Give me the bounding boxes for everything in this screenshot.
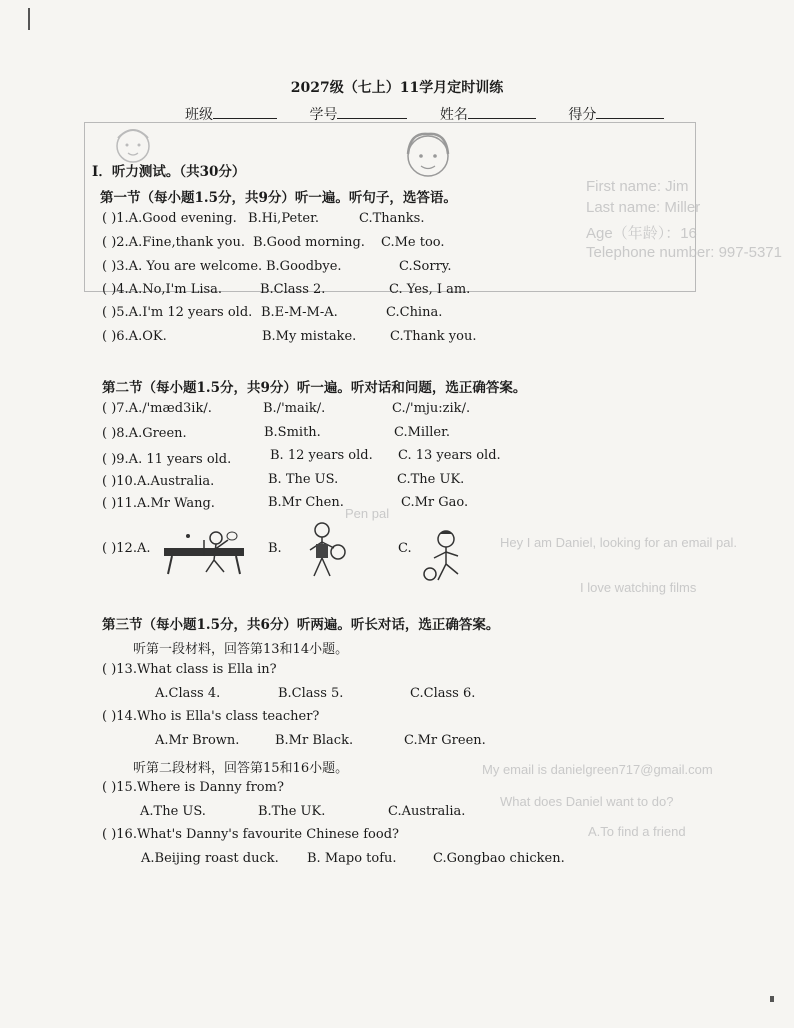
option-b: B./'maik/. [263,401,326,416]
class-field[interactable] [213,106,277,119]
question-stem: ( )12.A. [102,541,151,556]
student-info-row [185,104,664,124]
option-b: B.Mr Black. [275,733,354,748]
option-c: C.Miller. [394,425,451,440]
option-b: B.My mistake. [262,329,357,344]
option-c: C. Yes, I am. [389,282,471,297]
question-stem: ( )6.A.OK. [102,329,167,344]
option-a: A.The US. [140,804,206,819]
section3-heading: 第三节（每小题1.5分，共6分）听两遍。听长对话，选正确答案。 [102,617,500,633]
scan-mark [28,8,30,30]
bleed-text: Last name: Miller [586,199,701,216]
option-c: C.Australia. [388,804,466,819]
question-stem: ( )14.Who is Ella's class teacher? [102,709,320,724]
option-a: A.Class 4. [155,686,221,701]
question-stem: ( )3.A. You are welcome. [102,259,263,274]
option-c: C.Me too. [381,235,445,250]
option-c: C.Thank you. [390,329,477,344]
option-b: B. 12 years old. [270,448,373,463]
score-label: 得分 [568,107,597,123]
option-b: B.Good morning. [253,235,365,250]
page-title: 2027级（七上）11学月定时训练 [290,80,504,96]
bleed-text: First name: Jim [586,178,689,195]
option-b: B. The US. [268,472,339,487]
option-c: C.Sorry. [399,259,452,274]
section2-heading: 第二节（每小题1.5分，共9分）听一遍。听对话和问题，选正确答案。 [102,380,527,396]
bleed-text: A.To find a friend [588,824,686,839]
option-b: B.Class 5. [278,686,344,701]
option-b: B.The UK. [258,804,326,819]
bleed-text: I love watching films [580,580,697,595]
basketball-picture [302,520,348,584]
cartoon-girl-icon [398,126,458,186]
option-b: B.Smith. [264,425,321,440]
question-stem: ( )16.What's Danny's favourite Chinese food? [102,827,400,842]
option-b: B.E-M-M-A. [261,305,338,320]
question-stem: ( )13.What class is Ella in? [102,662,277,677]
class-label: 班级 [185,107,213,123]
option-a: A.Beijing roast duck. [141,851,279,866]
question-stem: ( )8.A.Green. [102,426,187,441]
option-c: C. [398,541,412,556]
option-c: C. 13 years old. [398,448,501,463]
question-stem: ( )2.A.Fine,thank you. [102,235,245,250]
bleed-text: My email is danielgreen717@gmail.com [482,762,713,777]
question-stem: ( )1.A.Good evening. [102,211,237,226]
soccer-picture [420,528,468,586]
bleed-text: Pen pal [345,506,390,521]
id-label: 学号 [309,107,338,123]
option-c: C./'mju:zik/. [392,401,471,416]
material-intro: 听第二段材料，回答第15和16小题。 [133,761,349,776]
bleed-text: Hey I am Daniel, looking for an email pal. [500,535,738,550]
bleed-text: What does Daniel want to do? [500,794,674,809]
bleed-text: Age（年龄）：16 [586,225,697,242]
question-stem: ( )7.A./'mæd3ik/. [102,401,212,416]
question-stem: ( )4.A.No,I'm Lisa. [102,282,223,297]
question-stem: ( )11.A.Mr Wang. [102,496,215,511]
option-c: C.Class 6. [410,686,476,701]
question-stem: ( )5.A.I'm 12 years old. [102,305,253,320]
option-c: C.Gongbao chicken. [433,851,565,866]
material-intro: 听第一段材料，回答第13和14小题。 [133,642,349,657]
ping-pong-picture [160,526,256,582]
option-b: B.Mr Chen. [268,495,344,510]
option-b: B. [268,541,282,556]
option-c: C.Mr Gao. [401,495,469,510]
score-field[interactable] [596,106,664,119]
option-c: C.Thanks. [359,211,425,226]
question-stem: ( )15.Where is Danny from? [102,780,284,795]
part1-heading: I．听力测试。（共30分） [92,164,246,180]
option-c: C.China. [386,305,443,320]
bleed-text: Telephone number: 997-5371 [586,244,782,261]
option-b: B.Goodbye. [266,259,342,274]
option-b: B. Mapo tofu. [307,851,397,866]
name-field[interactable] [468,106,536,119]
name-label: 姓名 [439,107,468,123]
option-b: B.Class 2. [260,282,326,297]
question-stem: ( )10.A.Australia. [102,474,215,489]
option-c: C.The UK. [397,472,465,487]
section1-heading: 第一节（每小题1.5分，共9分）听一遍。听句子，选答语。 [100,190,457,206]
question-stem: ( )9.A. 11 years old. [102,452,232,467]
option-b: B.Hi,Peter. [248,211,320,226]
option-c: C.Mr Green. [404,733,486,748]
id-field[interactable] [337,106,407,119]
scan-mark [770,996,774,1002]
option-a: A.Mr Brown. [155,733,240,748]
